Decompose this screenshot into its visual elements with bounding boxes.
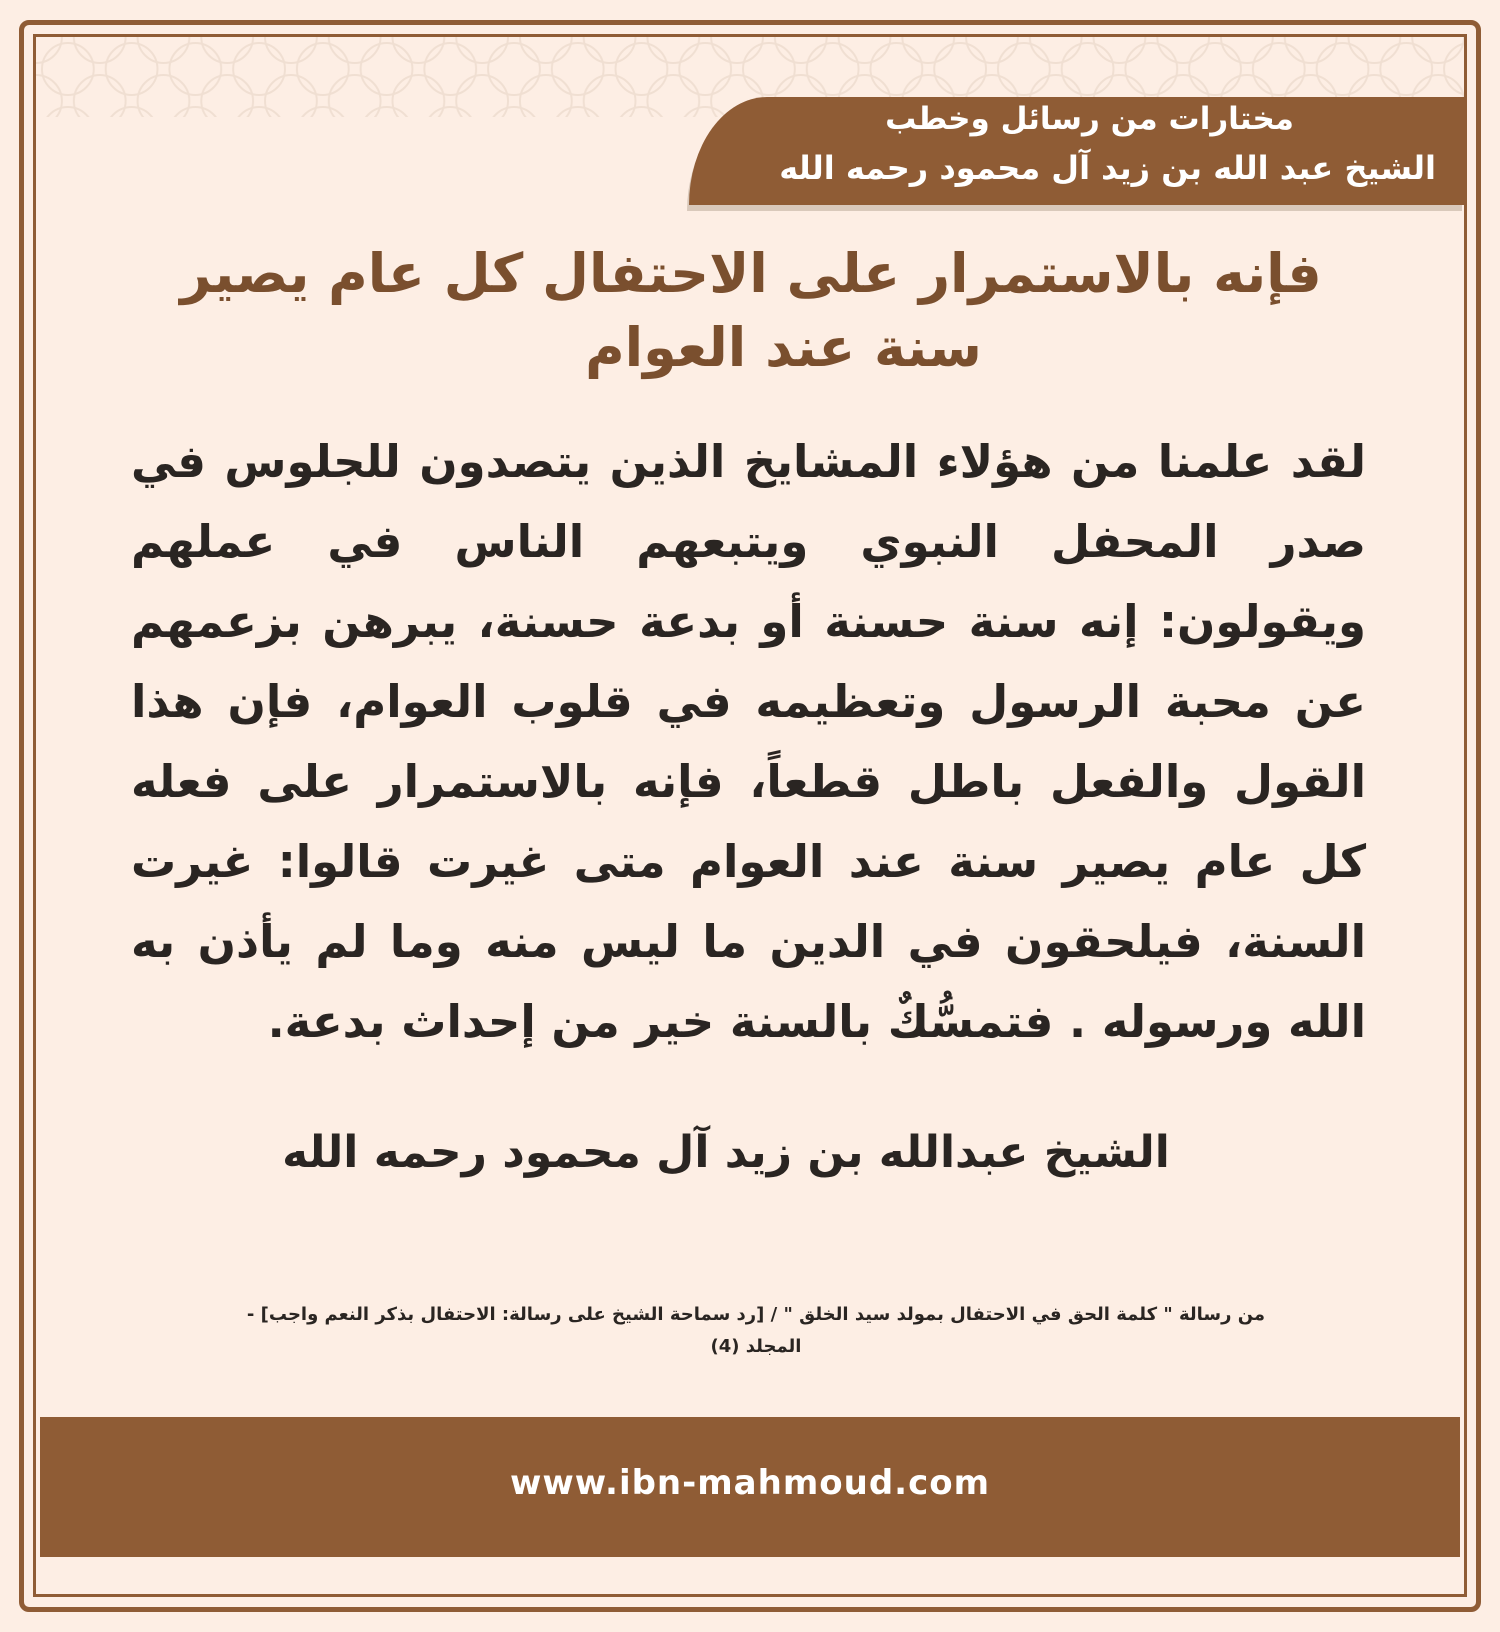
title-line-2: سنة عند العوام	[585, 316, 982, 379]
inner-frame	[33, 34, 1467, 1597]
signature: الشيخ عبدالله بن زيد آل محمود رحمه الله	[282, 1127, 1170, 1178]
website-url: www.ibn-mahmoud.com	[509, 1463, 991, 1503]
footer-bar	[40, 1417, 1460, 1557]
series-title: مختارات من رسائل وخطب	[885, 101, 1294, 137]
source-line-1: من رسالة " كلمة الحق في الاحتفال بمولد سيد الخلق " / [رد سماحة الشيخ على رسالة: الاحتفال بذكر النعم واجب] -	[246, 1304, 1266, 1325]
source-line-2: المجلد (4)	[710, 1336, 802, 1357]
header-banner	[689, 97, 1464, 205]
quote-title	[96, 237, 1406, 385]
author-name-header: الشيخ عبد الله بن زيد آل محمود رحمه الله	[779, 149, 1436, 187]
source-citation	[146, 1299, 1366, 1363]
quote-body: لقد علمنا من هؤلاء المشايخ الذين يتصدون للجلوس في صدر المحفل النبوي ويتبعهم الناس في عملهم ويقولون: إنه سنة حسنة أو بدعة حسنة، يبرهن بزعمهم عن محبة الرسول وتعظيمه في قلوب العوام، فإن هذا القول والفعل باطل قطعاً، فإنه بالاستمرار على فعله كل عام يصير سنة عند العوام متى غيرت قالوا: غيرت السنة، فيلحقون في الدين ما ليس منه وما لم يأذن به الله ورسوله . فتمسُّكٌ بالسنة خير من إحداث بدعة.	[131, 435, 1366, 1048]
title-line-1: فإنه بالاستمرار على الاحتفال كل عام يصير	[180, 242, 1322, 305]
